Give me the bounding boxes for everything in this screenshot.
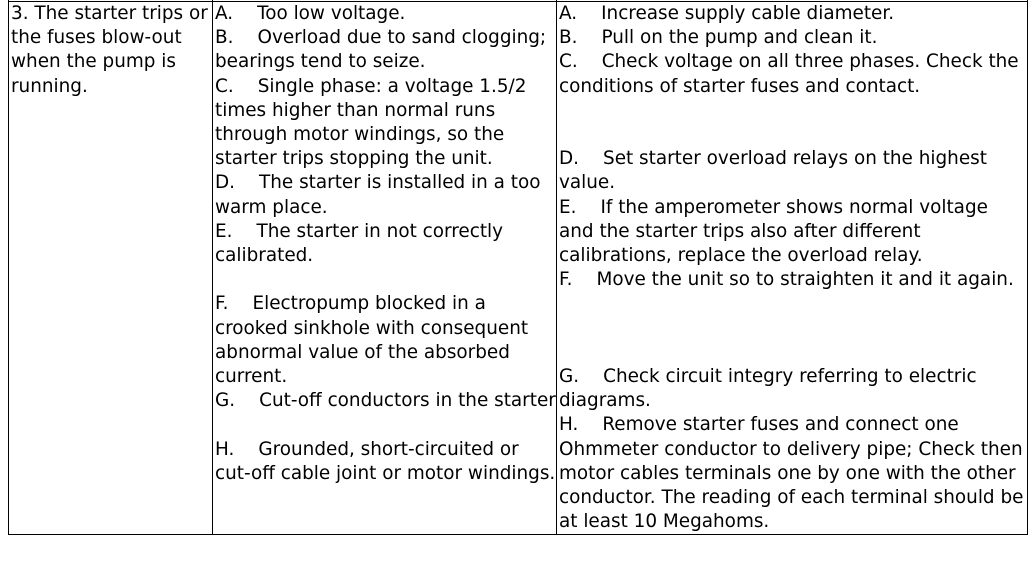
cause-item-c: [215, 75, 556, 172]
remedy-item-a: [559, 2, 1027, 26]
remedy-letter: B.: [559, 27, 578, 49]
cause-letter: D.: [215, 172, 236, 194]
cause-text: Overload due to sand clogging; bearings tend to seize.: [215, 27, 547, 73]
remedy-text: Check voltage on all three phases. Check the conditions of starter fuses and contact.: [559, 51, 1019, 97]
remedies-cell: [557, 2, 1028, 535]
remedy-item-f: [559, 268, 1027, 292]
problem-text: 3. The starter trips or the fuses blow-out when the pump is running.: [11, 3, 208, 97]
table-row: [9, 2, 1028, 535]
remedy-letter: F.: [559, 269, 573, 291]
cause-letter: A.: [215, 3, 234, 24]
remedy-text: Pull on the pump and clean it.: [601, 27, 878, 49]
remedy-item-g: [559, 365, 1027, 413]
cause-item-f: [215, 292, 556, 389]
cause-text: Single phase: a voltage 1.5/2 times higher than normal runs through motor windings, so the starter trips stopping the unit.: [215, 75, 527, 170]
cause-item-e: [215, 220, 556, 268]
cause-letter: E.: [215, 220, 233, 242]
remedy-item-b: [559, 26, 1027, 50]
cause-text: Grounded, short-circuited or cut-off cable joint or motor windings.: [215, 438, 556, 484]
cause-letter: B.: [215, 27, 234, 49]
remedy-item-h: [559, 413, 1027, 534]
remedy-text: Move the unit so to straighten it and it again.: [596, 269, 1014, 291]
remedy-letter: A.: [559, 3, 578, 24]
remedy-text: Check circuit integry referring to electric diagrams.: [559, 365, 977, 412]
remedy-text: Set starter overload relays on the highest value.: [559, 148, 987, 194]
cause-text: Electropump blocked in a crooked sinkhole with consequent abnormal value of the absorbed current.: [215, 293, 529, 388]
remedy-letter: H.: [559, 414, 579, 436]
remedy-item-d: [559, 147, 1027, 195]
spacer: [559, 99, 1027, 123]
causes-cell: [213, 2, 557, 535]
cause-letter: H.: [215, 438, 235, 460]
spacer: [559, 123, 1027, 147]
remedy-item-e: [559, 196, 1027, 269]
spacer: [559, 341, 1027, 365]
cause-item-d: [215, 171, 556, 219]
cause-letter: F.: [215, 293, 229, 315]
spacer: [559, 317, 1027, 341]
spacer: [215, 413, 556, 437]
remedy-letter: D.: [559, 148, 580, 170]
remedy-item-c: [559, 50, 1027, 98]
cause-letter: G.: [215, 390, 236, 412]
remedy-text: Remove starter fuses and connect one Ohmmeter conductor to delivery pipe; Check then motor cables terminals one by one with the other conductor. The reading of each terminal should be at least 10 Megahoms.: [559, 414, 1024, 533]
cause-item-h: [215, 438, 556, 486]
cause-item-g: [215, 389, 556, 413]
cause-item-a: [215, 2, 556, 26]
remedy-text: If the amperometer shows normal voltage and the starter trips also after different calibrations, replace the overload relay.: [559, 196, 988, 266]
remedy-letter: C.: [559, 51, 578, 73]
remedy-letter: G.: [559, 365, 580, 387]
cause-text: The starter in not correctly calibrated.: [215, 220, 504, 267]
cause-text: Too low voltage.: [257, 3, 406, 24]
cause-letter: C.: [215, 75, 234, 97]
cause-text: The starter is installed in a too warm place.: [215, 172, 541, 218]
spacer: [559, 292, 1027, 316]
troubleshooting-table: [8, 0, 1028, 535]
problem-cell: [9, 2, 213, 535]
cause-text: Cut-off conductors in the starter: [259, 390, 556, 412]
cause-item-b: [215, 26, 556, 74]
remedy-letter: E.: [559, 196, 577, 218]
remedy-text: Increase supply cable diameter.: [601, 3, 895, 24]
spacer: [215, 268, 556, 292]
